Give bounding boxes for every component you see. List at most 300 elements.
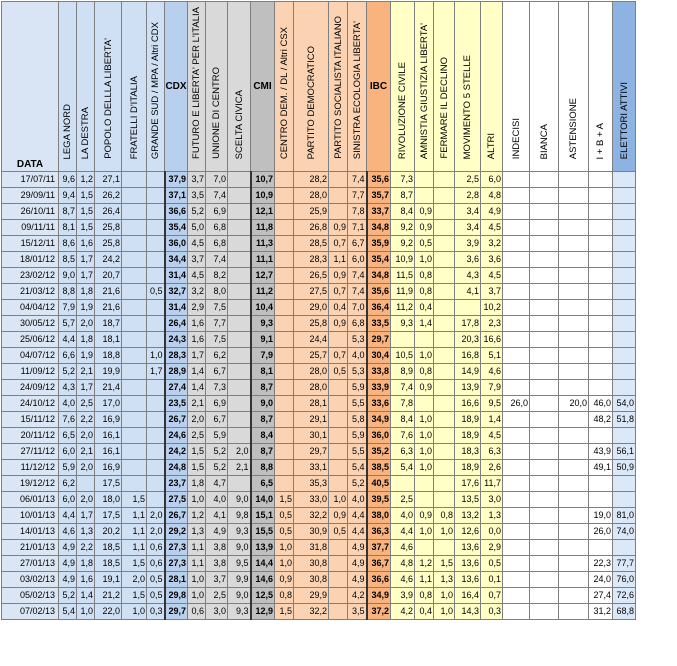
value-cell[interactable] xyxy=(275,396,294,412)
value-cell[interactable]: 14,4 xyxy=(251,556,275,572)
value-cell[interactable]: 29,7 xyxy=(165,604,188,620)
date-cell[interactable]: 27/01/13 xyxy=(2,556,59,572)
value-cell[interactable]: 1,3 xyxy=(481,508,503,524)
value-cell[interactable]: 16,1 xyxy=(95,444,122,460)
value-cell[interactable] xyxy=(434,364,455,380)
value-cell[interactable]: 8,0 xyxy=(206,284,228,300)
value-cell[interactable] xyxy=(275,444,294,460)
value-cell[interactable]: 15,1 xyxy=(251,508,275,524)
value-cell[interactable]: 28,3 xyxy=(294,252,329,268)
value-cell[interactable]: 4,2 xyxy=(348,588,367,604)
value-cell[interactable]: 7,7 xyxy=(206,316,228,332)
value-cell[interactable] xyxy=(530,396,559,412)
value-cell[interactable] xyxy=(122,300,147,316)
value-cell[interactable] xyxy=(613,364,636,380)
value-cell[interactable] xyxy=(329,556,348,572)
value-cell[interactable]: 1,4 xyxy=(415,316,434,332)
value-cell[interactable]: 0,9 xyxy=(329,220,348,236)
value-cell[interactable]: 5,2 xyxy=(59,588,77,604)
value-cell[interactable]: 9,6 xyxy=(59,172,77,188)
value-cell[interactable] xyxy=(147,476,165,492)
value-cell[interactable]: 7,8 xyxy=(348,204,367,220)
value-cell[interactable]: 1,3 xyxy=(77,524,95,540)
value-cell[interactable] xyxy=(530,540,559,556)
value-cell[interactable] xyxy=(559,252,589,268)
value-cell[interactable]: 7,4 xyxy=(348,172,367,188)
value-cell[interactable]: 35,4 xyxy=(367,252,391,268)
value-cell[interactable]: 0,4 xyxy=(415,300,434,316)
value-cell[interactable]: 34,9 xyxy=(367,588,391,604)
value-cell[interactable] xyxy=(530,300,559,316)
value-cell[interactable]: 7,3 xyxy=(206,380,228,396)
value-cell[interactable]: 5,5 xyxy=(348,444,367,460)
value-cell[interactable]: 8,7 xyxy=(251,412,275,428)
value-cell[interactable]: 1,5 xyxy=(77,188,95,204)
value-cell[interactable]: 13,5 xyxy=(455,492,481,508)
value-cell[interactable] xyxy=(122,204,147,220)
value-cell[interactable]: 7,4 xyxy=(391,380,415,396)
value-cell[interactable] xyxy=(329,396,348,412)
date-cell[interactable]: 24/09/12 xyxy=(2,380,59,396)
value-cell[interactable]: 22,3 xyxy=(589,556,613,572)
value-cell[interactable] xyxy=(559,364,589,380)
value-cell[interactable] xyxy=(503,540,530,556)
value-cell[interactable]: 20,0 xyxy=(559,396,589,412)
value-cell[interactable]: 6,0 xyxy=(348,252,367,268)
value-cell[interactable]: 1,1 xyxy=(122,524,147,540)
value-cell[interactable]: 48,2 xyxy=(589,412,613,428)
value-cell[interactable]: 8,7 xyxy=(59,204,77,220)
value-cell[interactable] xyxy=(559,316,589,332)
value-cell[interactable]: 24,6 xyxy=(165,428,188,444)
value-cell[interactable] xyxy=(434,348,455,364)
value-cell[interactable]: 68,8 xyxy=(613,604,636,620)
value-cell[interactable]: 1,5 xyxy=(188,460,206,476)
value-cell[interactable]: 0,9 xyxy=(415,220,434,236)
value-cell[interactable] xyxy=(275,172,294,188)
value-cell[interactable] xyxy=(122,444,147,460)
value-cell[interactable]: 1,8 xyxy=(77,332,95,348)
value-cell[interactable] xyxy=(122,364,147,380)
value-cell[interactable]: 24,0 xyxy=(589,572,613,588)
value-cell[interactable] xyxy=(434,460,455,476)
value-cell[interactable]: 0,5 xyxy=(275,524,294,540)
value-cell[interactable]: 3,4 xyxy=(455,204,481,220)
value-cell[interactable]: 1,0 xyxy=(434,604,455,620)
value-cell[interactable]: 4,3 xyxy=(455,268,481,284)
value-cell[interactable]: 24,4 xyxy=(294,332,329,348)
value-cell[interactable] xyxy=(503,460,530,476)
value-cell[interactable]: 0,3 xyxy=(147,604,165,620)
value-cell[interactable]: 1,1 xyxy=(415,572,434,588)
value-cell[interactable] xyxy=(503,508,530,524)
value-cell[interactable] xyxy=(503,172,530,188)
value-cell[interactable]: 19,1 xyxy=(95,572,122,588)
date-cell[interactable]: 25/06/12 xyxy=(2,332,59,348)
value-cell[interactable] xyxy=(503,188,530,204)
value-cell[interactable] xyxy=(503,316,530,332)
value-cell[interactable]: 2,2 xyxy=(77,540,95,556)
date-cell[interactable]: 10/01/13 xyxy=(2,508,59,524)
value-cell[interactable]: 16,1 xyxy=(95,428,122,444)
value-cell[interactable]: 74,0 xyxy=(613,524,636,540)
value-cell[interactable] xyxy=(559,348,589,364)
value-cell[interactable]: 17,5 xyxy=(95,508,122,524)
value-cell[interactable] xyxy=(559,444,589,460)
value-cell[interactable] xyxy=(559,380,589,396)
value-cell[interactable] xyxy=(589,364,613,380)
value-cell[interactable] xyxy=(329,604,348,620)
value-cell[interactable] xyxy=(434,412,455,428)
value-cell[interactable]: 27,5 xyxy=(165,492,188,508)
value-cell[interactable]: 2,0 xyxy=(147,508,165,524)
value-cell[interactable]: 0,9 xyxy=(329,508,348,524)
value-cell[interactable] xyxy=(329,588,348,604)
value-cell[interactable] xyxy=(329,428,348,444)
value-cell[interactable]: 4,5 xyxy=(481,220,503,236)
value-cell[interactable] xyxy=(589,540,613,556)
value-cell[interactable]: 0,5 xyxy=(481,556,503,572)
value-cell[interactable]: 13,6 xyxy=(455,572,481,588)
value-cell[interactable] xyxy=(228,284,251,300)
value-cell[interactable]: 7,4 xyxy=(348,268,367,284)
value-cell[interactable]: 10,9 xyxy=(391,252,415,268)
value-cell[interactable]: 6,0 xyxy=(59,492,77,508)
value-cell[interactable] xyxy=(329,412,348,428)
value-cell[interactable]: 1,8 xyxy=(77,556,95,572)
value-cell[interactable]: 29,2 xyxy=(165,524,188,540)
value-cell[interactable]: 1,0 xyxy=(188,492,206,508)
value-cell[interactable]: 29,9 xyxy=(294,588,329,604)
value-cell[interactable]: 33,9 xyxy=(367,380,391,396)
value-cell[interactable] xyxy=(559,492,589,508)
value-cell[interactable]: 5,9 xyxy=(348,380,367,396)
value-cell[interactable]: 6,9 xyxy=(206,204,228,220)
value-cell[interactable] xyxy=(613,300,636,316)
value-cell[interactable]: 2,9 xyxy=(188,300,206,316)
value-cell[interactable] xyxy=(434,188,455,204)
value-cell[interactable] xyxy=(589,380,613,396)
value-cell[interactable]: 7,3 xyxy=(391,172,415,188)
value-cell[interactable]: 4,0 xyxy=(59,396,77,412)
value-cell[interactable] xyxy=(613,348,636,364)
value-cell[interactable]: 5,3 xyxy=(348,364,367,380)
value-cell[interactable]: 6,8 xyxy=(348,316,367,332)
value-cell[interactable]: 27,3 xyxy=(165,556,188,572)
value-cell[interactable] xyxy=(122,460,147,476)
value-cell[interactable] xyxy=(530,572,559,588)
value-cell[interactable]: 1,1 xyxy=(329,252,348,268)
value-cell[interactable]: 7,6 xyxy=(59,412,77,428)
value-cell[interactable]: 2,0 xyxy=(228,444,251,460)
value-cell[interactable]: 17,0 xyxy=(95,396,122,412)
value-cell[interactable] xyxy=(228,172,251,188)
value-cell[interactable]: 9,2 xyxy=(391,220,415,236)
value-cell[interactable]: 0,8 xyxy=(434,508,455,524)
value-cell[interactable]: 24,3 xyxy=(165,332,188,348)
value-cell[interactable]: 29,7 xyxy=(294,444,329,460)
value-cell[interactable]: 1,9 xyxy=(77,300,95,316)
value-cell[interactable]: 5,7 xyxy=(59,316,77,332)
value-cell[interactable] xyxy=(415,540,434,556)
value-cell[interactable]: 0,9 xyxy=(275,572,294,588)
value-cell[interactable]: 5,8 xyxy=(348,412,367,428)
value-cell[interactable]: 4,8 xyxy=(481,188,503,204)
value-cell[interactable]: 0,8 xyxy=(415,284,434,300)
value-cell[interactable]: 7,4 xyxy=(206,188,228,204)
value-cell[interactable]: 18,7 xyxy=(95,316,122,332)
value-cell[interactable]: 11,5 xyxy=(391,268,415,284)
value-cell[interactable] xyxy=(275,380,294,396)
value-cell[interactable] xyxy=(589,428,613,444)
value-cell[interactable]: 4,6 xyxy=(391,540,415,556)
value-cell[interactable] xyxy=(228,364,251,380)
value-cell[interactable]: 1,7 xyxy=(77,252,95,268)
value-cell[interactable] xyxy=(530,460,559,476)
value-cell[interactable] xyxy=(503,604,530,620)
date-cell[interactable]: 20/11/12 xyxy=(2,428,59,444)
value-cell[interactable]: 77,7 xyxy=(613,556,636,572)
value-cell[interactable] xyxy=(147,332,165,348)
value-cell[interactable] xyxy=(122,396,147,412)
value-cell[interactable] xyxy=(530,364,559,380)
value-cell[interactable]: 4,4 xyxy=(348,508,367,524)
value-cell[interactable]: 35,6 xyxy=(367,172,391,188)
value-cell[interactable] xyxy=(613,204,636,220)
value-cell[interactable] xyxy=(122,284,147,300)
value-cell[interactable] xyxy=(503,524,530,540)
value-cell[interactable]: 1,0 xyxy=(434,588,455,604)
value-cell[interactable] xyxy=(147,428,165,444)
value-cell[interactable]: 4,6 xyxy=(59,524,77,540)
value-cell[interactable]: 33,1 xyxy=(294,460,329,476)
value-cell[interactable]: 4,8 xyxy=(391,556,415,572)
value-cell[interactable]: 1,5 xyxy=(434,556,455,572)
value-cell[interactable] xyxy=(228,204,251,220)
value-cell[interactable]: 21,2 xyxy=(95,588,122,604)
value-cell[interactable] xyxy=(228,220,251,236)
value-cell[interactable] xyxy=(530,172,559,188)
value-cell[interactable]: 4,9 xyxy=(481,204,503,220)
value-cell[interactable] xyxy=(415,188,434,204)
value-cell[interactable] xyxy=(559,460,589,476)
value-cell[interactable] xyxy=(275,188,294,204)
date-cell[interactable]: 27/11/12 xyxy=(2,444,59,460)
value-cell[interactable] xyxy=(559,332,589,348)
value-cell[interactable]: 32,7 xyxy=(165,284,188,300)
value-cell[interactable]: 1,0 xyxy=(415,444,434,460)
value-cell[interactable]: 27,4 xyxy=(589,588,613,604)
value-cell[interactable]: 28,0 xyxy=(294,188,329,204)
value-cell[interactable] xyxy=(147,268,165,284)
value-cell[interactable]: 1,5 xyxy=(77,204,95,220)
value-cell[interactable] xyxy=(559,300,589,316)
value-cell[interactable] xyxy=(275,364,294,380)
value-cell[interactable]: 2,8 xyxy=(455,188,481,204)
value-cell[interactable]: 1,7 xyxy=(147,364,165,380)
value-cell[interactable] xyxy=(147,396,165,412)
value-cell[interactable]: 1,0 xyxy=(415,252,434,268)
value-cell[interactable] xyxy=(589,252,613,268)
value-cell[interactable] xyxy=(329,476,348,492)
value-cell[interactable] xyxy=(530,604,559,620)
value-cell[interactable]: 5,4 xyxy=(59,604,77,620)
value-cell[interactable] xyxy=(228,348,251,364)
value-cell[interactable]: 1,7 xyxy=(77,268,95,284)
value-cell[interactable]: 32,2 xyxy=(294,604,329,620)
value-cell[interactable]: 8,6 xyxy=(59,236,77,252)
value-cell[interactable]: 0,8 xyxy=(415,588,434,604)
value-cell[interactable]: 29,0 xyxy=(294,300,329,316)
value-cell[interactable]: 1,1 xyxy=(122,508,147,524)
value-cell[interactable]: 9,5 xyxy=(228,556,251,572)
value-cell[interactable]: 10,5 xyxy=(391,348,415,364)
value-cell[interactable]: 6,9 xyxy=(206,396,228,412)
value-cell[interactable] xyxy=(530,508,559,524)
date-cell[interactable]: 04/07/12 xyxy=(2,348,59,364)
value-cell[interactable] xyxy=(434,252,455,268)
value-cell[interactable] xyxy=(329,380,348,396)
value-cell[interactable]: 13,9 xyxy=(251,540,275,556)
value-cell[interactable]: 0,4 xyxy=(329,300,348,316)
value-cell[interactable]: 7,1 xyxy=(348,220,367,236)
value-cell[interactable]: 3,6 xyxy=(481,252,503,268)
value-cell[interactable]: 30,8 xyxy=(294,572,329,588)
value-cell[interactable]: 4,5 xyxy=(188,236,206,252)
value-cell[interactable]: 1,5 xyxy=(275,492,294,508)
value-cell[interactable] xyxy=(530,444,559,460)
date-cell[interactable]: 15/11/12 xyxy=(2,412,59,428)
value-cell[interactable] xyxy=(275,284,294,300)
value-cell[interactable]: 0,1 xyxy=(481,572,503,588)
value-cell[interactable] xyxy=(613,284,636,300)
value-cell[interactable]: 9,3 xyxy=(228,604,251,620)
value-cell[interactable]: 5,4 xyxy=(391,460,415,476)
value-cell[interactable]: 6,3 xyxy=(391,444,415,460)
value-cell[interactable]: 38,5 xyxy=(367,460,391,476)
value-cell[interactable]: 2,5 xyxy=(455,172,481,188)
value-cell[interactable]: 0,7 xyxy=(329,284,348,300)
value-cell[interactable]: 2,1 xyxy=(228,460,251,476)
value-cell[interactable]: 34,8 xyxy=(367,268,391,284)
value-cell[interactable]: 14,3 xyxy=(455,604,481,620)
value-cell[interactable]: 1,0 xyxy=(188,572,206,588)
value-cell[interactable] xyxy=(275,252,294,268)
value-cell[interactable] xyxy=(589,348,613,364)
value-cell[interactable]: 37,9 xyxy=(165,172,188,188)
value-cell[interactable] xyxy=(503,412,530,428)
value-cell[interactable] xyxy=(589,204,613,220)
value-cell[interactable] xyxy=(613,252,636,268)
value-cell[interactable] xyxy=(415,396,434,412)
value-cell[interactable]: 1,6 xyxy=(77,236,95,252)
value-cell[interactable]: 26,4 xyxy=(95,204,122,220)
value-cell[interactable]: 39,5 xyxy=(367,492,391,508)
value-cell[interactable]: 2,2 xyxy=(77,412,95,428)
value-cell[interactable]: 2,9 xyxy=(481,540,503,556)
value-cell[interactable]: 7,9 xyxy=(59,300,77,316)
value-cell[interactable]: 0,0 xyxy=(481,524,503,540)
value-cell[interactable]: 23,5 xyxy=(165,396,188,412)
value-cell[interactable]: 10,9 xyxy=(251,188,275,204)
value-cell[interactable]: 37,2 xyxy=(367,604,391,620)
value-cell[interactable]: 4,0 xyxy=(348,492,367,508)
value-cell[interactable] xyxy=(559,572,589,588)
value-cell[interactable]: 3,5 xyxy=(348,604,367,620)
value-cell[interactable]: 11,7 xyxy=(481,476,503,492)
value-cell[interactable]: 36,6 xyxy=(165,204,188,220)
value-cell[interactable] xyxy=(559,412,589,428)
date-cell[interactable]: 05/02/13 xyxy=(2,588,59,604)
value-cell[interactable]: 35,3 xyxy=(294,476,329,492)
value-cell[interactable] xyxy=(559,284,589,300)
value-cell[interactable]: 7,7 xyxy=(348,188,367,204)
value-cell[interactable] xyxy=(613,492,636,508)
value-cell[interactable] xyxy=(503,252,530,268)
value-cell[interactable]: 17,8 xyxy=(455,316,481,332)
value-cell[interactable]: 32,2 xyxy=(294,508,329,524)
value-cell[interactable]: 4,6 xyxy=(391,572,415,588)
value-cell[interactable]: 35,6 xyxy=(367,284,391,300)
value-cell[interactable]: 11,2 xyxy=(251,284,275,300)
value-cell[interactable] xyxy=(503,332,530,348)
value-cell[interactable]: 1,3 xyxy=(434,572,455,588)
value-cell[interactable]: 12,5 xyxy=(251,588,275,604)
value-cell[interactable]: 17,6 xyxy=(455,476,481,492)
value-cell[interactable] xyxy=(613,172,636,188)
value-cell[interactable] xyxy=(613,332,636,348)
value-cell[interactable] xyxy=(589,220,613,236)
value-cell[interactable] xyxy=(147,460,165,476)
value-cell[interactable]: 0,8 xyxy=(415,364,434,380)
value-cell[interactable]: 8,7 xyxy=(391,188,415,204)
value-cell[interactable]: 26,0 xyxy=(589,524,613,540)
value-cell[interactable]: 18,1 xyxy=(95,332,122,348)
value-cell[interactable]: 29,7 xyxy=(367,332,391,348)
value-cell[interactable]: 9,0 xyxy=(251,396,275,412)
value-cell[interactable]: 5,9 xyxy=(348,428,367,444)
value-cell[interactable]: 4,5 xyxy=(481,428,503,444)
value-cell[interactable]: 4,9 xyxy=(348,556,367,572)
value-cell[interactable]: 18,3 xyxy=(455,444,481,460)
value-cell[interactable]: 35,2 xyxy=(367,444,391,460)
value-cell[interactable]: 20,7 xyxy=(95,268,122,284)
value-cell[interactable]: 49,1 xyxy=(589,460,613,476)
value-cell[interactable]: 40,5 xyxy=(367,476,391,492)
value-cell[interactable]: 4,0 xyxy=(391,508,415,524)
value-cell[interactable] xyxy=(275,476,294,492)
value-cell[interactable]: 30,4 xyxy=(367,348,391,364)
value-cell[interactable]: 2,6 xyxy=(481,460,503,476)
date-cell[interactable]: 23/02/12 xyxy=(2,268,59,284)
value-cell[interactable]: 43,9 xyxy=(589,444,613,460)
value-cell[interactable] xyxy=(147,316,165,332)
value-cell[interactable]: 50,9 xyxy=(613,460,636,476)
value-cell[interactable] xyxy=(503,588,530,604)
value-cell[interactable]: 10,7 xyxy=(251,172,275,188)
value-cell[interactable]: 0,5 xyxy=(329,524,348,540)
value-cell[interactable]: 1,2 xyxy=(188,508,206,524)
value-cell[interactable]: 6,7 xyxy=(206,364,228,380)
value-cell[interactable]: 0,5 xyxy=(147,588,165,604)
date-cell[interactable]: 17/07/11 xyxy=(2,172,59,188)
value-cell[interactable]: 1,1 xyxy=(122,540,147,556)
value-cell[interactable]: 3,7 xyxy=(188,172,206,188)
value-cell[interactable] xyxy=(559,508,589,524)
value-cell[interactable]: 24,8 xyxy=(165,460,188,476)
value-cell[interactable]: 17,5 xyxy=(95,476,122,492)
value-cell[interactable]: 3,7 xyxy=(481,284,503,300)
